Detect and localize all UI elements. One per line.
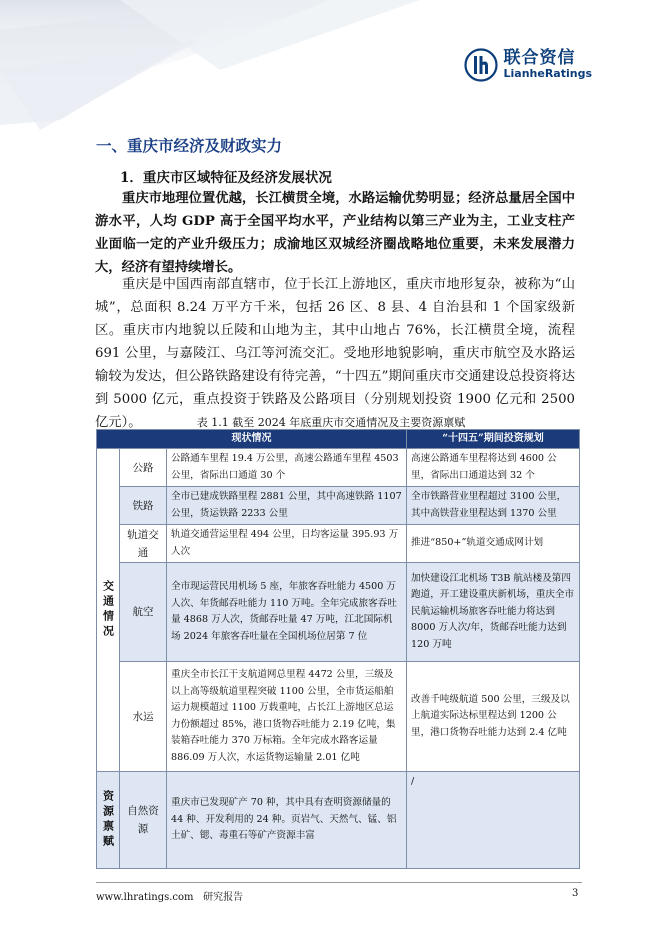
table-caption: 表 1.1 截至 2024 年底重庆市交通情况及主要资源禀赋 [196,416,466,429]
table-row [97,449,580,487]
table-row [97,525,580,563]
row-current: 全市已建成铁路里程 2881 公里，其中高速铁路 1107 公里，货运铁路 2233 公里 [167,487,407,525]
row-current: 重庆市已发现矿产 70 种，其中具有查明资源储量的 44 种、开发利用的 24 种。页岩气、天然气、锰、铝土矿、锶、毒重石等矿产资源丰富 [167,772,407,869]
table-row [97,563,580,662]
page-number: 3 [572,888,579,899]
footer-site: www.lhratings.com [96,892,194,903]
row-current: 轨道交通营运里程 494 公里，日均客运量 395.93 万人次 [167,525,407,563]
row-current: 全市现运营民用机场 5 座，年旅客吞吐能力 4500 万人次、年货邮吞吐能力 110 万吨。全年完成旅客吞吐量 4868 万人次，货邮吞吐量 47 万吨，江北国际机场 2024 年旅客吞吐量在全国机场位居第 7 位 [167,563,407,662]
brand-name-en: LianheRatings [503,67,592,81]
row-plan: 全市铁路营业里程超过 3100 公里，其中高铁营业里程达到 1370 公里 [407,487,580,525]
row-plan: 加快建设江北机场 T3B 航站楼及第四跑道，开工建设重庆新机场，重庆全市民航运输机场旅客吞吐能力将达到 8000 万人次/年，货邮吞吐能力达到 120 万吨 [407,563,580,662]
row-sub-label: 公路 [120,449,167,487]
brand-logo [464,48,593,82]
table-header-row [97,430,580,449]
row-current: 公路通车里程 19.4 万公里，高速公路通车里程 4503 公里，省际出口通道 30 个 [167,449,407,487]
row-plan: 高速公路通车里程将达到 4600 公里，省际出口通道达到 32 个 [407,449,580,487]
group-resources: 资源禀赋 [97,772,120,869]
row-plan: 改善千吨级航道 500 公里，三级及以上航道实际达标里程达到 1200 公里，港口货物吞吐能力达到 2.4 亿吨 [407,662,580,772]
footer-label: 研究报告 [203,892,244,903]
row-sub-label: 水运 [120,662,167,772]
row-sub-label: 轨道交通 [120,525,167,563]
row-sub-label: 铁路 [120,487,167,525]
table-row [97,772,580,869]
summary-paragraph: 重庆市地理位置优越，长江横贯全境，水路运输优势明显；经济总量居全国中游水平，人均 GDP 高于全国平均水平，产业结构以第三产业为主，工业支柱产业面临一定的产业升级压力；成渝地区双城经济圈战略地位重要，未来发展潜力大，经济有望持续增长。 [95,191,575,275]
lianhe-logo-icon [464,48,498,82]
footer-divider [96,882,582,883]
table-row [97,662,580,772]
body-paragraph: 重庆是中国西南部直辖市，位于长江上游地区，重庆市地形复杂，被称为“山城”，总面积 8.24 万平方千米，包括 26 区、8 县、4 自治县和 1 个国家级新区。重庆市内地貌以丘陵和山地为主，其中山地占 76%，长江横贯全境，流程 691 公里，与嘉陵江、乌江等河流交汇。受地形地貌影响，重庆市航空及水路运输较为发达，但公路铁路建设有待完善，“十四五”期间重庆市交通建设总投资将达到 5000 亿元，重点投资于铁路及公路项目（分别规划投资 1900 亿元和 2500 亿元）。 [95,277,575,430]
row-plan: / [407,772,580,869]
row-plan: 推进“850+”轨道交通成网计划 [407,525,580,563]
footer-left [96,888,243,903]
subsection-title: 1．重庆市区域特征及经济发展状况 [120,170,332,186]
row-sub-label: 航空 [120,563,167,662]
table-row [97,487,580,525]
header-plan: “十四五”期间投资规划 [407,430,580,449]
row-current: 重庆全市长江干支航道网总里程 4472 公里，三级及以上高等级航道里程突破 1100 公里，全市货运船舶运力规模超过 1100 万载重吨，占长江上游地区总运力份额超过 85%，港口货物吞吐能力 2.19 亿吨，集装箱吞吐能力 370 万标箱。全年完成水路客运量 886.09 万人次，水运货物运输量 2.01 亿吨 [167,662,407,772]
transport-resources-table [96,429,580,869]
group-transport: 交通情况 [97,449,120,772]
brand-name-cn: 联合资信 [503,48,576,69]
row-sub-label: 自然资源 [120,772,167,869]
header-current: 现状情况 [97,430,407,449]
section-title: 一、重庆市经济及财政实力 [96,137,283,155]
